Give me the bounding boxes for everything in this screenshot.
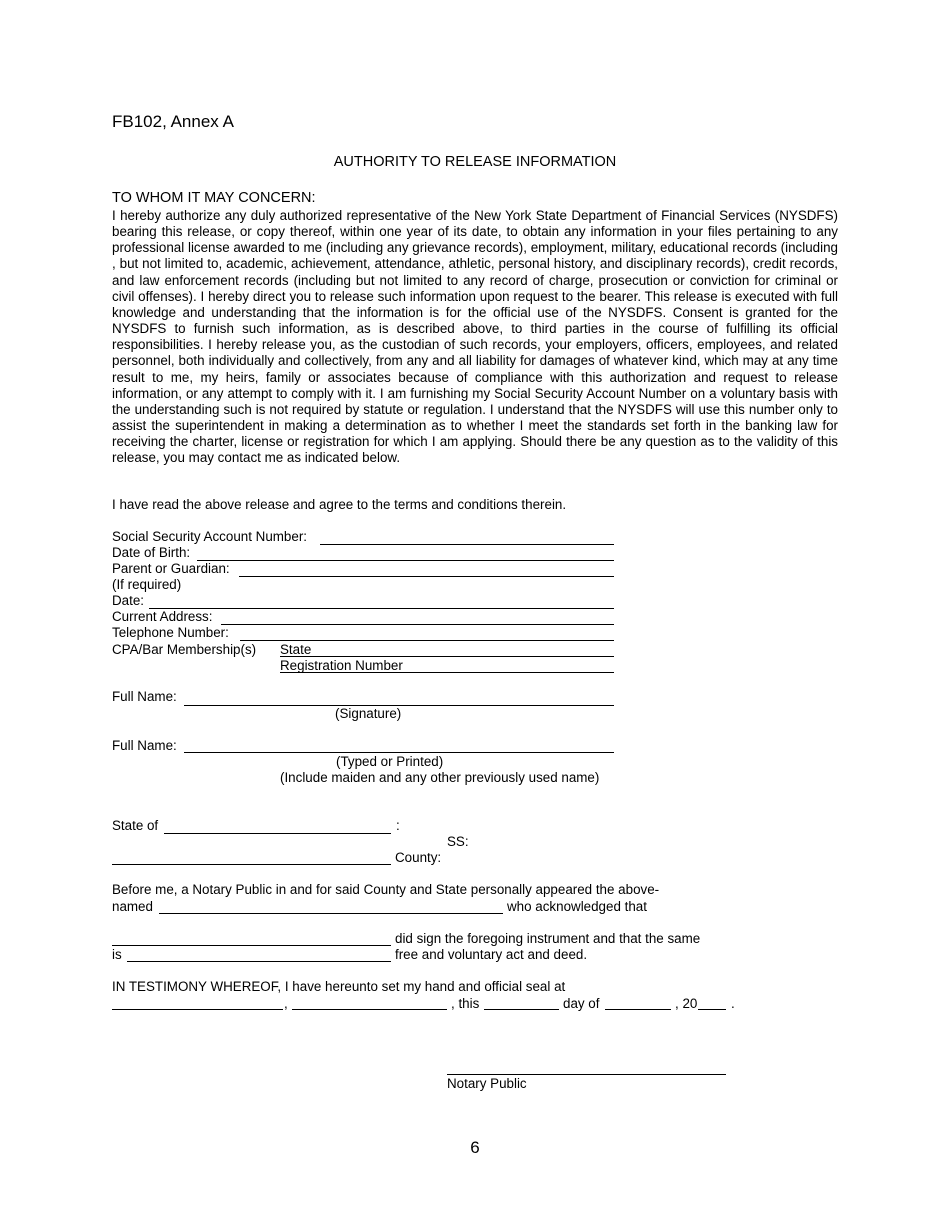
day-field[interactable]	[484, 1009, 559, 1010]
typed-printed-caption: (Typed or Printed)	[336, 754, 444, 769]
pronoun-field[interactable]	[127, 961, 391, 962]
guardian-label: Parent or Guardian:	[112, 561, 230, 576]
agreement-statement: I have read the above release and agree to the terms and conditions therein.	[112, 497, 567, 512]
registration-number-field[interactable]	[280, 672, 614, 673]
named-person-field[interactable]	[159, 913, 503, 914]
if-required-note: (If required)	[112, 577, 182, 592]
ss-label: SS:	[447, 834, 469, 849]
notary-state-field[interactable]	[164, 833, 391, 834]
acknowledged-text: who acknowledged that	[507, 899, 647, 914]
cpa-state-field[interactable]	[280, 656, 614, 657]
year-prefix: , 20	[675, 996, 698, 1011]
phone-field[interactable]	[240, 640, 614, 641]
cpa-bar-label: CPA/Bar Membership(s)	[112, 642, 257, 657]
date-field[interactable]	[149, 608, 614, 609]
seal-city-field[interactable]	[112, 1009, 283, 1010]
notary-public-caption: Notary Public	[447, 1076, 527, 1091]
ssn-label: Social Security Account Number:	[112, 529, 307, 544]
guardian-field[interactable]	[239, 576, 614, 577]
seal-state-field[interactable]	[292, 1009, 447, 1010]
full-name-printed-label: Full Name:	[112, 738, 177, 753]
this-label: , this	[451, 996, 480, 1011]
state-sublabel: State	[280, 642, 312, 657]
state-colon: :	[396, 818, 400, 833]
address-field[interactable]	[221, 624, 614, 625]
dob-label: Date of Birth:	[112, 545, 191, 560]
printed-name-field[interactable]	[184, 752, 614, 753]
dob-field[interactable]	[197, 560, 614, 561]
signer-name-field[interactable]	[112, 945, 391, 946]
notary-appearance-statement: Before me, a Notary Public in and for said County and State personally appeared the above-	[112, 882, 660, 897]
greeting: TO WHOM IT MAY CONCERN:	[112, 190, 316, 206]
authorization-paragraph: I hereby authorize any duly authorized representative of the New York State Department of Financial Services (NYSDFS) bearing this release, or copy thereof, within one year of its date, to obtain any information in your files pertaining to any professional license awarded to me (including any grievance records), employment, military, educational records (including , but not limited to, academic, achievement, attendance, athletic, personal history, and disciplinary records), credit records, and law enforcement records (including but not limited to any record of charge, prosecution or conviction for criminal or civil offenses). I hereby direct you to release such information upon request to the bearer. This release is executed with full knowledge and understanding that the information is for the official use of the NYSDFS. Consent is granted for the NYSDFS to furnish such information, as is described above, to third parties in the course of fulfilling its official responsibilities. I hereby release you, as the custodian of such records, your employers, officers, employees, and related personnel, both individually and collectively, from any and all liability for damages of whatever kind, which may at any time result to me, my heirs, family or associates because of compliance with this authorization and request to release information, or any attempt to comply with it. I am furnishing my Social Security Account Number on a voluntary basis with the understanding such is not required by statute or regulation. I understand that the NYSDFS will use this number only to assist the superintendent in making a determination as to whether I meet the standards set forth in the banking law for receiving the charter, license or registration for which I am applying. Should there be any question as to the validity of this release, you may contact me as indicated below.	[112, 208, 838, 466]
year-field[interactable]	[698, 1009, 726, 1010]
is-label: is	[112, 947, 122, 962]
day-of-label: day of	[563, 996, 600, 1011]
signature-caption: (Signature)	[335, 706, 402, 721]
notary-county-field[interactable]	[112, 864, 391, 865]
date-label: Date:	[112, 593, 145, 608]
full-name-signature-label: Full Name:	[112, 689, 177, 704]
notary-signature-field[interactable]	[447, 1074, 726, 1075]
document-title: AUTHORITY TO RELEASE INFORMATION	[333, 154, 617, 170]
page-number: 6	[470, 1138, 480, 1157]
seal-comma: ,	[284, 996, 288, 1011]
testimony-statement: IN TESTIMONY WHEREOF, I have hereunto set my hand and official seal at	[112, 979, 566, 994]
named-label: named	[112, 899, 153, 914]
county-label: County:	[395, 850, 442, 865]
address-label: Current Address:	[112, 609, 213, 624]
state-of-label: State of	[112, 818, 159, 833]
did-sign-text: did sign the foregoing instrument and that the same	[395, 931, 701, 946]
phone-label: Telephone Number:	[112, 625, 229, 640]
document-header: FB102, Annex A	[112, 112, 234, 131]
free-act-text: free and voluntary act and deed.	[395, 947, 588, 962]
maiden-name-caption: (Include maiden and any other previously used name)	[280, 770, 600, 785]
month-field[interactable]	[605, 1009, 671, 1010]
ssn-field[interactable]	[320, 544, 614, 545]
date-period: .	[731, 996, 735, 1011]
registration-sublabel: Registration Number	[280, 658, 403, 673]
